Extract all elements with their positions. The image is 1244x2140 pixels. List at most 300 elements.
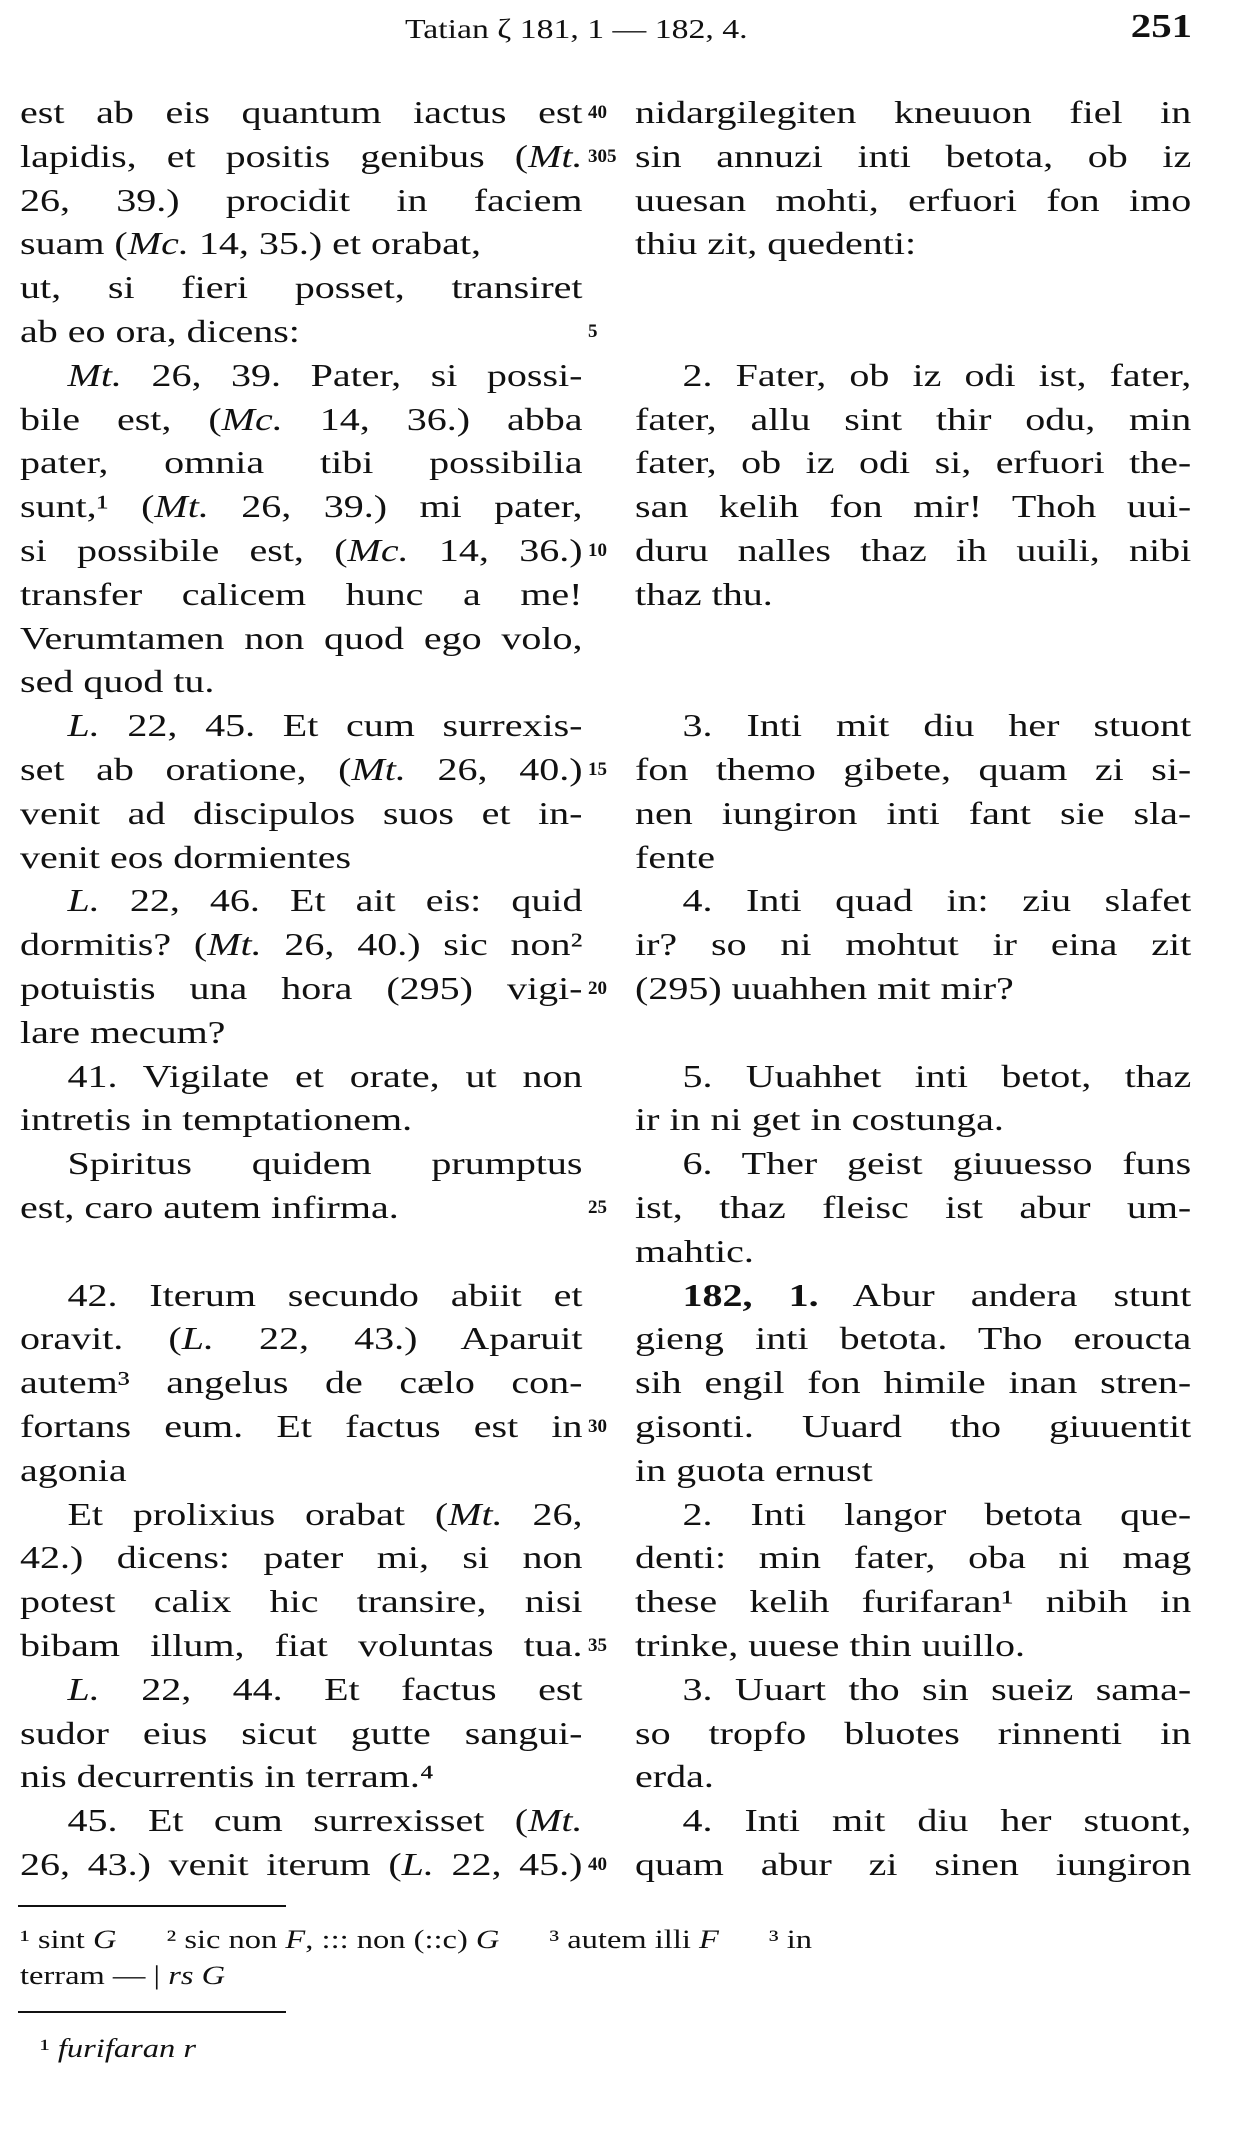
text-row [0, 1316, 1244, 1360]
line-text [20, 1185, 583, 1229]
latin-column-line [20, 1711, 583, 1755]
text-row [0, 1448, 1244, 1492]
italic-reference: Mt. [154, 488, 209, 525]
latin-column-line [20, 1535, 583, 1579]
line-text [635, 440, 1191, 484]
text-segment: dormitis? ( [20, 926, 208, 963]
footnote [20, 1925, 116, 1954]
ohg-column-line [635, 1798, 1191, 1842]
ohg-column-line [635, 1535, 1191, 1579]
line-text [635, 747, 1191, 791]
ohg-column-line [635, 1579, 1191, 1623]
text-row [0, 1010, 1244, 1054]
latin-column-line [20, 1579, 583, 1623]
footnote-text: ¹ [40, 2034, 58, 2063]
latin-column-line [20, 484, 583, 528]
ohg-column-line [635, 791, 1191, 835]
text-segment: 6. Ther geist giuuesso funs [682, 1145, 1192, 1182]
running-title: Tatian ζ 181, 1 — 182, 4. [405, 14, 748, 44]
text-segment: 45. Et cum surrexisset ( [67, 1802, 529, 1839]
line-text [20, 1360, 583, 1404]
text-segment: nen iungiron inti fant sie sla- [635, 794, 1192, 831]
text-row [0, 309, 1244, 353]
text-row [0, 1054, 1244, 1098]
text-segment: 14, 35.) et orabat, [188, 225, 481, 262]
ohg-column-line [635, 1185, 1191, 1229]
line-number: 30 [588, 1416, 607, 1437]
text-segment: est, caro autem infirma. [20, 1189, 399, 1225]
line-text [20, 178, 583, 222]
ohg-column-line [635, 484, 1191, 528]
text-segment: 22, 44. Et factus est [99, 1670, 583, 1707]
line-text [20, 1842, 583, 1886]
ohg-column-line [635, 659, 1191, 703]
line-text [635, 1798, 1191, 1842]
manuscript-siglum: G [92, 1925, 117, 1954]
text-segment: so tropfo bluotes rinnenti in [635, 1714, 1192, 1751]
line-text [635, 572, 1191, 616]
footnote [166, 1925, 499, 1954]
footnote-text: ³ autem illi [549, 1925, 700, 1954]
line-text [20, 1448, 583, 1492]
text-segment: bibam illum, fiat voluntas tua. [20, 1627, 583, 1663]
text-segment: 26, 39.) procidit in faciem [20, 181, 583, 218]
text-segment: ist, thaz fleisc ist abur um- [635, 1189, 1192, 1225]
line-text [20, 353, 583, 397]
line-text [20, 1010, 583, 1054]
text-row [0, 1754, 1244, 1798]
line-text [635, 1623, 1191, 1667]
latin-column-line [20, 1404, 583, 1448]
text-segment: 26, 39.) mi pater, [208, 488, 583, 525]
latin-column-line [20, 1842, 583, 1886]
line-text [635, 484, 1191, 528]
latin-column-line [20, 1010, 583, 1054]
text-segment: autem³ angelus de cælo con- [20, 1364, 583, 1401]
line-text [635, 1492, 1191, 1536]
latin-column-line [20, 1097, 583, 1141]
text-row [0, 659, 1244, 703]
text-segment: 3. Inti mit diu her stuont [682, 707, 1192, 744]
ohg-column-line [635, 1141, 1191, 1185]
text-segment: fortans eum. Et factus est in [20, 1408, 583, 1444]
text-segment: Et prolixius orabat ( [67, 1495, 449, 1532]
italic-reference: Mt. [351, 751, 406, 787]
text-segment: these kelih furifaran¹ nibih in [635, 1583, 1192, 1620]
text-row [0, 1404, 1244, 1448]
line-text [20, 966, 583, 1010]
text-segment: 26, 40.) [405, 751, 583, 787]
manuscript-siglum: F [285, 1925, 306, 1954]
line-text [635, 397, 1191, 441]
ohg-column-line [635, 1623, 1191, 1667]
text-segment: transfer calicem hunc a me! [20, 575, 583, 612]
text-segment: fater, allu sint thir odu, min [635, 400, 1192, 437]
text-segment: 22, 45.) [433, 1846, 583, 1882]
line-text [20, 1097, 583, 1141]
text-segment: Verumtamen non quod ego volo, [20, 619, 583, 656]
text-segment: est ab eis quantum iactus est [20, 94, 583, 130]
text-row [0, 922, 1244, 966]
text-segment: potuistis una hora (295) vigi- [20, 970, 583, 1006]
line-text [20, 703, 583, 747]
text-segment: sudor eius sicut gutte sangui- [20, 1714, 583, 1751]
line-text [20, 134, 583, 178]
text-row [0, 966, 1244, 1010]
line-text [20, 90, 583, 134]
latin-column-line [20, 1623, 583, 1667]
line-text [20, 1754, 583, 1798]
text-segment: mahtic. [635, 1232, 754, 1269]
text-segment: bile est, ( [20, 400, 222, 437]
line-number: 35 [588, 1635, 607, 1656]
latin-column-line [20, 1754, 583, 1798]
text-row [0, 878, 1244, 922]
text-row [0, 1185, 1244, 1229]
text-row [0, 1623, 1244, 1667]
ohg-column-line [635, 1667, 1191, 1711]
ohg-column-line [635, 134, 1191, 178]
ohg-column-line [635, 1492, 1191, 1536]
latin-column-line [20, 178, 583, 222]
text-segment: 4. Inti mit diu her stuont, [682, 1802, 1192, 1839]
line-text [635, 1448, 1191, 1492]
text-row [0, 1097, 1244, 1141]
line-text [635, 1667, 1191, 1711]
latin-column-line [20, 1229, 583, 1273]
ohg-column-line [635, 1754, 1191, 1798]
ohg-column-line [635, 1097, 1191, 1141]
text-segment: 22, 43.) Aparuit [213, 1320, 583, 1357]
latin-column-line [20, 922, 583, 966]
line-text [635, 221, 1191, 265]
latin-column-line [20, 90, 583, 134]
footnote-text: ³ in [768, 1925, 813, 1954]
ohg-column-line [635, 878, 1191, 922]
text-row [0, 1842, 1244, 1886]
text-segment: pater, omnia tibi possibilia [20, 444, 583, 481]
line-number: 5 [588, 321, 598, 342]
line-text [20, 265, 583, 309]
text-segment: fater, ob iz odi si, erfuori the- [635, 444, 1192, 481]
line-number: 10 [588, 540, 607, 561]
line-text [635, 1842, 1191, 1886]
latin-column-line [20, 835, 583, 879]
latin-column-line [20, 703, 583, 747]
ohg-column-line [635, 966, 1191, 1010]
text-segment: quam abur zi sinen iungiron [635, 1846, 1192, 1882]
ohg-column-line [635, 90, 1191, 134]
italic-reference: Mc. [347, 532, 409, 568]
line-text [20, 309, 583, 353]
text-row [0, 1273, 1244, 1317]
text-segment: 26, 40.) sic non² [261, 926, 583, 963]
ohg-column-line [635, 397, 1191, 441]
text-segment: uuesan mohti, erfuori fon imo [635, 181, 1192, 218]
latin-column-line [20, 878, 583, 922]
ohg-column-line [635, 1842, 1191, 1886]
footnote-text: ¹ sint [20, 1925, 93, 1954]
latin-column-line [20, 1360, 583, 1404]
text-segment: denti: min fater, oba ni mag [635, 1539, 1192, 1576]
italic-reference: Mt. [528, 137, 583, 174]
line-text [635, 1754, 1191, 1798]
text-segment: duru nalles thaz ih uuili, nibi [635, 532, 1192, 568]
line-text [20, 616, 583, 660]
ohg-column-line [635, 1010, 1191, 1054]
line-text [20, 1579, 583, 1623]
text-segment: 42.) dicens: pater mi, si non [20, 1539, 583, 1576]
text-segment: nidargilegiten kneuuon fiel in [635, 94, 1192, 130]
text-row [0, 1798, 1244, 1842]
text-segment: gieng inti betota. Tho eroucta [635, 1320, 1192, 1357]
line-text [20, 791, 583, 835]
line-text [20, 1404, 583, 1448]
latin-column-line [20, 659, 583, 703]
page-number: 251 [1130, 8, 1192, 45]
text-segment: 26, 43.) venit iterum ( [20, 1846, 402, 1882]
text-row [0, 1492, 1244, 1536]
text-segment: 14, 36.) abba [282, 400, 583, 437]
text-row [0, 1535, 1244, 1579]
text-row [0, 835, 1244, 879]
line-text [635, 922, 1191, 966]
text-row [0, 221, 1244, 265]
italic-reference: L. [67, 707, 100, 744]
text-row [0, 572, 1244, 616]
section-number: 182, 1. [682, 1276, 819, 1313]
text-row [0, 1711, 1244, 1755]
text-segment: sih engil fon himile inan stren- [635, 1364, 1192, 1401]
text-segment: 2. Fater, ob iz odi ist, fater, [682, 356, 1192, 393]
text-segment: intretis in temptationem. [20, 1101, 413, 1138]
italic-reference: Mt. [528, 1802, 583, 1839]
text-row [0, 397, 1244, 441]
text-segment: in guota ernust [635, 1451, 873, 1488]
latin-column-line [20, 966, 583, 1010]
text-row [0, 265, 1244, 309]
manuscript-siglum: F [699, 1925, 719, 1954]
running-header [0, 8, 1244, 52]
line-number: 15 [588, 759, 607, 780]
latin-column-line [20, 747, 583, 791]
line-text [635, 353, 1191, 397]
line-number: 40 [588, 102, 607, 123]
latin-column-line [20, 528, 583, 572]
line-text [635, 1229, 1191, 1273]
text-row [0, 178, 1244, 222]
footnote-rule-latin [18, 1905, 286, 1907]
latin-column-line [20, 353, 583, 397]
text-segment: 22, 45. Et cum surrexis- [99, 707, 583, 744]
italic-reference: Mt. [448, 1495, 503, 1532]
ohg-column-line [635, 703, 1191, 747]
ohg-column-line [635, 1229, 1191, 1273]
text-segment: 2. Inti langor betota que- [682, 1495, 1192, 1532]
line-text [635, 1273, 1191, 1317]
text-row [0, 747, 1244, 791]
text-segment: venit ad discipulos suos et in- [20, 794, 583, 831]
line-text [20, 484, 583, 528]
ohg-column-line [635, 1360, 1191, 1404]
text-segment: si possibile est, ( [20, 532, 348, 568]
ohg-column-line [635, 1316, 1191, 1360]
text-segment: sin annuzi inti betota, ob iz [635, 137, 1192, 174]
ohg-column-line [635, 265, 1191, 309]
line-text [635, 1404, 1191, 1448]
text-segment: 22, 46. Et ait eis: quid [99, 882, 583, 919]
text-segment: ab eo ora, dicens: [20, 313, 300, 349]
latin-column-line [20, 1141, 583, 1185]
text-row [0, 353, 1244, 397]
line-number: 40 [588, 1854, 607, 1875]
text-row [0, 134, 1244, 178]
line-text [20, 1054, 583, 1098]
line-text [635, 1579, 1191, 1623]
text-segment: potest calix hic transire, nisi [20, 1583, 583, 1620]
ohg-column-line [635, 1448, 1191, 1492]
text-row [0, 1141, 1244, 1185]
line-text [635, 1360, 1191, 1404]
text-row [0, 616, 1244, 660]
text-segment: sed quod tu. [20, 663, 215, 700]
text-segment: venit eos dormientes [20, 838, 352, 875]
line-text [635, 1141, 1191, 1185]
italic-reference: Mc. [221, 400, 283, 437]
ohg-column-line [635, 528, 1191, 572]
text-segment: Abur andera stunt [818, 1276, 1192, 1313]
ohg-column-line [635, 440, 1191, 484]
line-text [635, 966, 1191, 1010]
text-row [0, 1360, 1244, 1404]
text-row [0, 440, 1244, 484]
manuscript-siglum: rs G [168, 1961, 226, 1990]
text-segment: 26, [502, 1495, 583, 1532]
line-text [20, 1141, 583, 1185]
line-text [20, 922, 583, 966]
line-text [20, 440, 583, 484]
line-text [635, 1185, 1191, 1229]
footnote-text: ² sic non [166, 1925, 286, 1954]
text-row [0, 484, 1244, 528]
line-text [20, 1667, 583, 1711]
line-text [635, 178, 1191, 222]
line-text [20, 1798, 583, 1842]
text-segment: Spiritus quidem prumptus [67, 1145, 583, 1182]
latin-column-line [20, 1448, 583, 1492]
text-segment: san kelih fon mir! Thoh uui- [635, 488, 1192, 525]
line-text [20, 1623, 583, 1667]
line-text [20, 397, 583, 441]
line-text [635, 791, 1191, 835]
italic-reference: Mt. [67, 356, 122, 393]
line-text [20, 1535, 583, 1579]
text-segment: oravit. ( [20, 1320, 182, 1357]
text-segment: fon themo gibete, quam zi si- [635, 751, 1192, 787]
text-segment: thaz thu. [635, 575, 773, 612]
footnotes-latin-line-1 [20, 1925, 812, 1955]
ohg-column-line [635, 922, 1191, 966]
italic-reference: L. [181, 1320, 214, 1357]
italic-reference: Mc. [127, 225, 189, 262]
latin-column-line [20, 134, 583, 178]
line-text [20, 1316, 583, 1360]
text-segment: 42. Iterum secundo abiit et [67, 1276, 583, 1313]
line-text [20, 747, 583, 791]
line-text [20, 1492, 583, 1536]
line-text [635, 90, 1191, 134]
text-segment: suam ( [20, 225, 128, 262]
italic-reference: Mt. [207, 926, 262, 963]
latin-column-line [20, 397, 583, 441]
text-segment: thiu zit, quedenti: [635, 225, 917, 262]
ohg-column-line [635, 178, 1191, 222]
italic-reference: L. [67, 882, 100, 919]
manuscript-siglum: furifaran r [57, 2034, 197, 2063]
line-text [635, 1316, 1191, 1360]
ohg-column-line [635, 616, 1191, 660]
ohg-column-line [635, 353, 1191, 397]
text-segment: lapidis, et positis genibus ( [20, 137, 529, 174]
ohg-column-line [635, 572, 1191, 616]
ohg-column-line [635, 309, 1191, 353]
text-segment: nis decurrentis in terram.⁴ [20, 1758, 434, 1795]
text-row [0, 1579, 1244, 1623]
line-text [635, 528, 1191, 572]
latin-column-line [20, 791, 583, 835]
latin-column-line [20, 265, 583, 309]
latin-column-line [20, 221, 583, 265]
text-segment: ir? so ni mohtut ir eina zit [635, 926, 1192, 963]
line-text [635, 1097, 1191, 1141]
latin-column-line [20, 1273, 583, 1317]
text-row [0, 703, 1244, 747]
ohg-column-line [635, 747, 1191, 791]
text-segment: ir in ni get in costunga. [635, 1101, 1004, 1138]
latin-column-line [20, 1667, 583, 1711]
line-text [635, 703, 1191, 747]
text-segment: agonia [20, 1451, 127, 1488]
line-text [20, 659, 583, 703]
ohg-column-line [635, 1054, 1191, 1098]
line-text [635, 1535, 1191, 1579]
text-row [0, 90, 1244, 134]
text-segment: trinke, uuese thin uuillo. [635, 1627, 1025, 1663]
text-segment: fente [635, 838, 715, 875]
footnote [549, 1925, 719, 1954]
italic-reference: L. [67, 1670, 100, 1707]
text-segment: gisonti. Uuard tho giuuentit [635, 1408, 1192, 1444]
line-text [635, 134, 1191, 178]
italic-reference: L. [401, 1846, 434, 1882]
text-row [0, 791, 1244, 835]
footnote [769, 1925, 812, 1954]
ohg-column-line [635, 835, 1191, 879]
latin-column-line [20, 1316, 583, 1360]
line-text [635, 878, 1191, 922]
text-segment: erda. [635, 1758, 714, 1795]
line-text [635, 1054, 1191, 1098]
latin-column-line [20, 572, 583, 616]
text-segment: set ab oratione, ( [20, 751, 352, 787]
text-segment: 41. Vigilate et orate, ut non [67, 1057, 583, 1094]
footnotes-latin-line-2 [20, 1961, 225, 1991]
footnote-text: terram — | [20, 1961, 169, 1990]
text-segment: 3. Uuart tho sin sueiz sama- [682, 1670, 1192, 1707]
text-row [0, 528, 1244, 572]
line-text [20, 528, 583, 572]
latin-column-line [20, 1492, 583, 1536]
